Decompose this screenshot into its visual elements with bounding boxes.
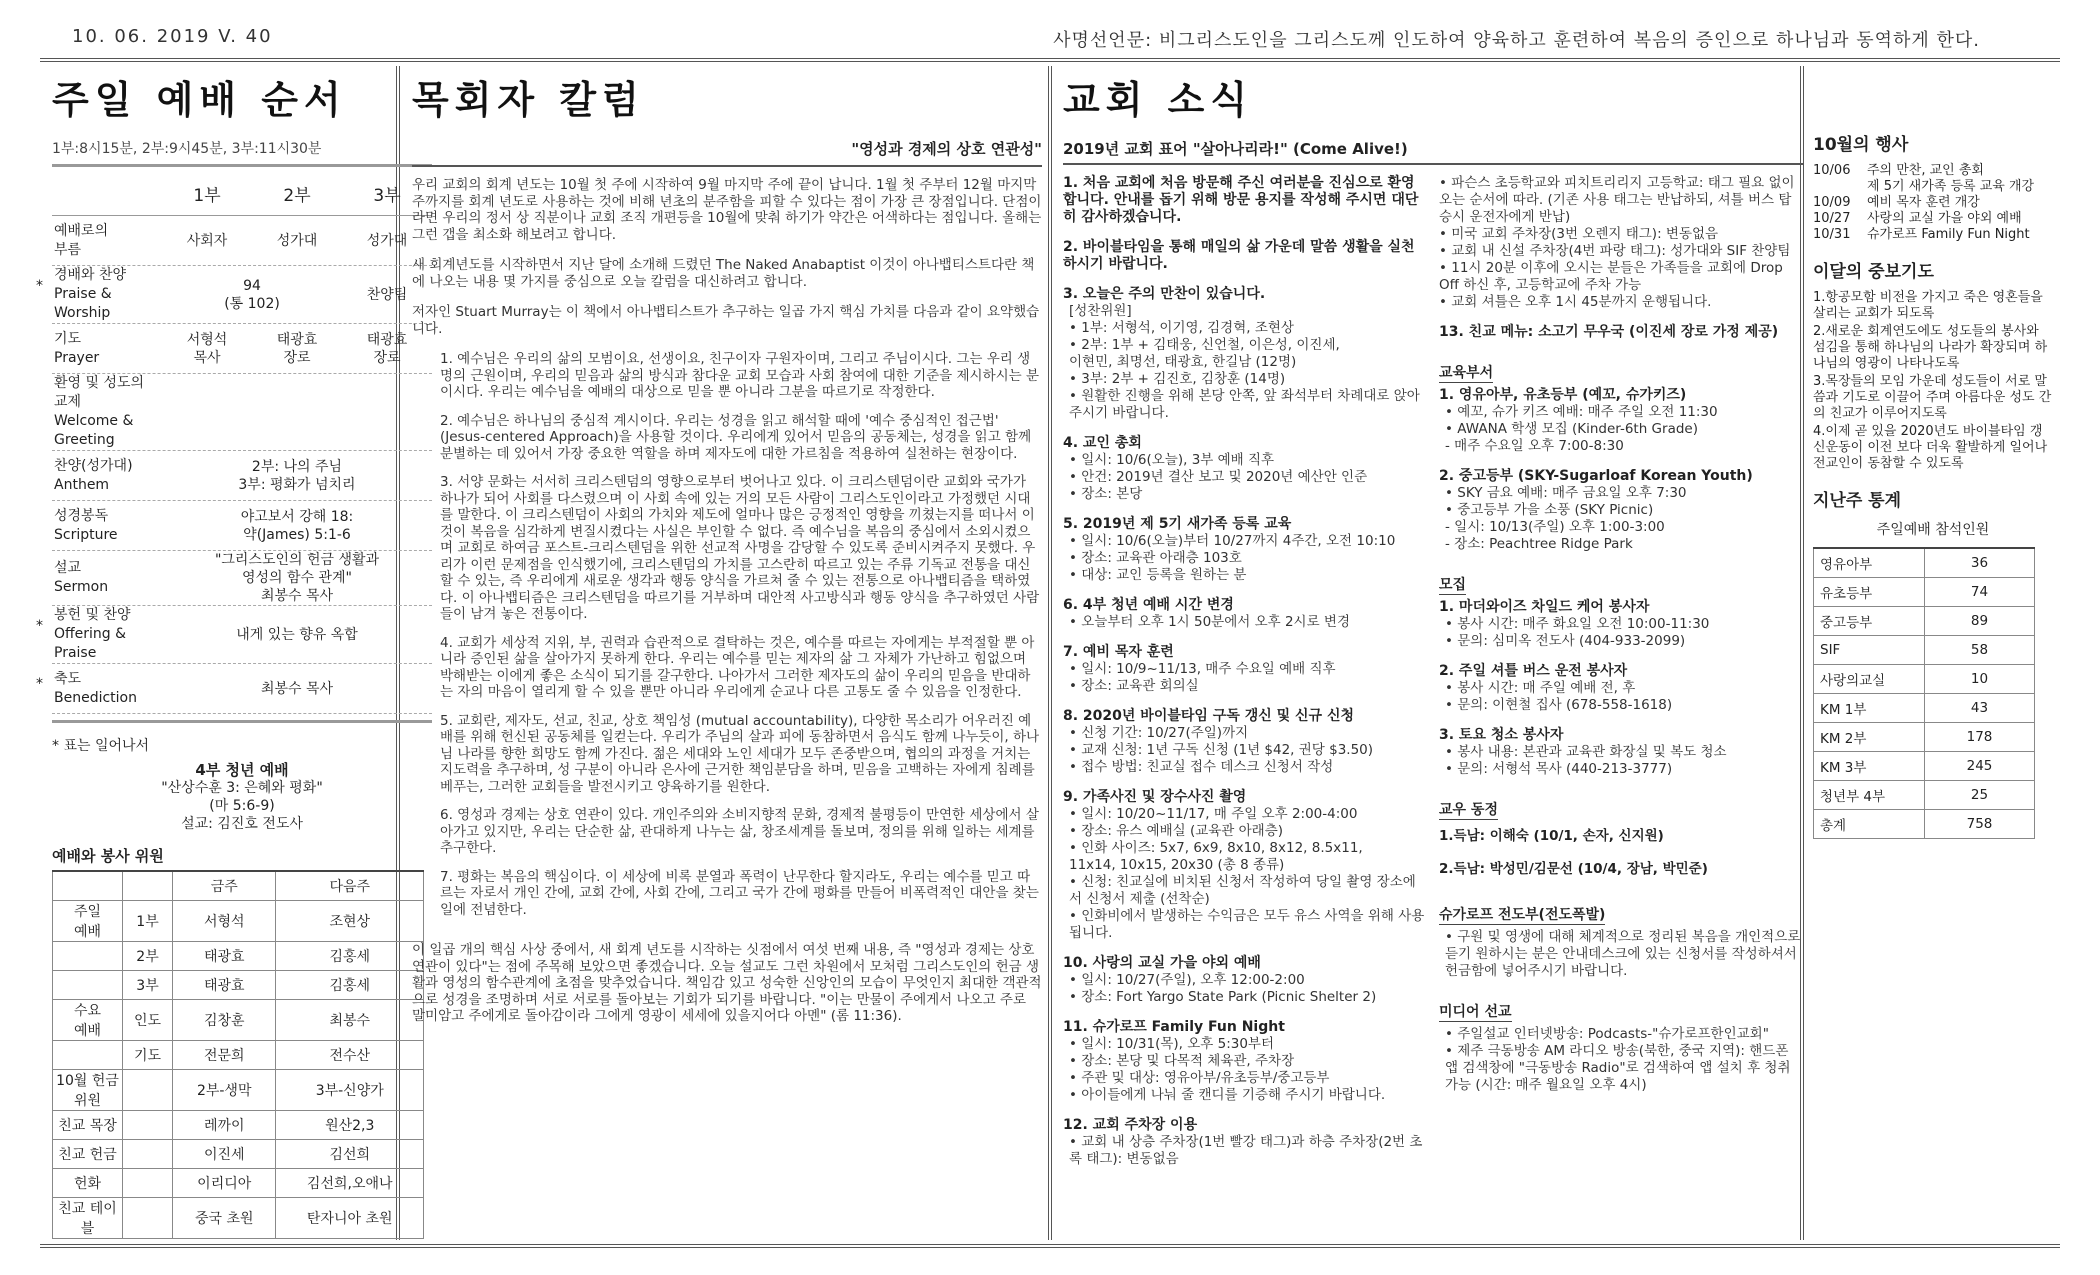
- church-motto: 2019년 교회 표어 "살아나리라!" (Come Alive!): [1063, 140, 1408, 158]
- order-list: [36, 216, 432, 714]
- news-left-list: [1063, 175, 1425, 1181]
- duty-cell: 1부: [123, 900, 173, 941]
- prayer-item: 2.새로운 회계연도에도 성도들의 봉사와 섬김을 통해 하나님의 나라가 확장되며 하나님의 영광이 나타나도록: [1813, 324, 2048, 371]
- duty-cell: 기도: [123, 1040, 173, 1069]
- stats-subtitle: 주일예배 참석인원: [1876, 522, 1990, 538]
- event-date: 10/31: [1813, 227, 1851, 242]
- news-item: [1063, 708, 1425, 776]
- stats-value: 178: [1925, 722, 2035, 751]
- order-item-detail: 태광효 장로: [366, 331, 408, 366]
- service-times: 1부:8시15분, 2부:9시45분, 3부:11시30분: [52, 141, 322, 157]
- news-item-heading: 12. 교회 주차장 이용: [1063, 1117, 1198, 1133]
- stats-value: 36: [1925, 548, 2035, 577]
- core-value-item: 4. 교회가 세상적 지위, 부, 권력과 습관적으로 결탁하는 것은, 예수를 따르는 자에게는 부적절할 뿐 아니라 증인된 삶을 살아가지 못하게 한다. 우리는 예수를 믿는 제자의 삶 그 자체가 가난하고 힘없으며 박해받는 이에게 좋은 소식이 되기를 갈구한다. 나아가서 그러한 제자도의 삶이 우리의 믿음을 반대하는 자의 마음이 열리게 할 수 있을 뿐만 아니라 우리에게 순교나 다른 고통도 줄 수 있음을 인정한다.: [440, 634, 1035, 700]
- divider: [1063, 163, 1803, 165]
- media-heading: 미디어 선교: [1439, 1001, 1512, 1022]
- youth-service: [52, 761, 432, 833]
- core-value-item: 1. 예수님은 우리의 삶의 모범이요, 선생이요, 친구이자 구원자이며, 그리고 주님이시다. 그는 우리 생명의 근원이며, 우리의 믿음과 삶의 방식과 참다운 교회 모습과 사회 참여에 대한 기준을 제시하시는 분이시다. 우리는 예수님을 예배의 대상으로 믿을 뿐 아니라 그분을 따르기로 작정한다.: [440, 351, 1040, 400]
- service-3-label: 3부: [373, 186, 401, 206]
- service-2-label: 2부: [283, 186, 311, 206]
- stats-row: [1814, 751, 2035, 780]
- duty-header-cell: [123, 871, 173, 900]
- news-right-list: [1439, 175, 1803, 1181]
- news-item: [1063, 1117, 1425, 1168]
- core-values-list: [412, 351, 1042, 918]
- divider: [52, 720, 432, 723]
- news-item: [1063, 516, 1425, 584]
- evangelism-heading: 슈가로프 전도부(전도폭발): [1439, 904, 1605, 925]
- news-item-heading: 8. 2020년 바이블타임 구독 갱신 및 신규 신청: [1063, 708, 1355, 724]
- news-item: [1439, 387, 1803, 455]
- events-title: 10월의 행사: [1813, 135, 1909, 155]
- column-title: 목회자 칼럼: [412, 78, 645, 122]
- order-item-label: 예배로의 부름: [54, 222, 109, 258]
- news-item: [1063, 789, 1425, 942]
- duty-cell: 친교 헌금: [53, 1139, 123, 1168]
- duty-row: [53, 941, 424, 970]
- prayer-item: 1.항공모함 비전을 가지고 죽은 영혼들을 살리는 교회가 되도록: [1813, 290, 2043, 321]
- news-item-heading: 2. 주일 셔틀 버스 운전 봉사자: [1439, 663, 1628, 679]
- news-item: [1063, 239, 1425, 273]
- duty-cell: 10월 헌금위원: [53, 1069, 123, 1110]
- event-date: 10/06: [1813, 163, 1851, 178]
- news-item-body: • 일시: 10/31(목), 오후 5:30부터 • 장소: 본당 및 다목적 체육관, 주차장 • 주관 및 대상: 영유아부/유초등부/중고등부 • 아이들에게 나눠 줄 캔디를 기증해 주시기 바랍니다.: [1069, 1036, 1386, 1103]
- duty-cell: 주일 예배: [53, 900, 123, 941]
- duty-row: [53, 1139, 424, 1168]
- event-text: 슈가로프 Family Fun Night: [1867, 227, 2030, 242]
- intro-paragraph: 저자인 Stuart Murray는 이 책에서 아나뱁티스트가 추구하는 일곱 가지 핵심 가치를 다음과 같이 요약했습니다.: [412, 304, 1040, 337]
- order-item-detail: 야고보서 강해 18: 약(James) 5:1-6: [240, 508, 354, 543]
- intro-paragraph: 우리 교회의 회계 년도는 10월 첫 주에 시작하여 9월 마지막 주에 끝이 납니다. 1월 첫 주부터 12월 마지막 주까지를 회계 년도로 사용하는 것에 비해 년초의 분주함을 피할 수 있다는 점이 가장 큰 장점입니다. 단점이라면 우리의 정서 상 직분이나 교회 조직 개편등을 10월에 맞춰 하기가 약간은 어색하다는 점입니다. 올해는 그런 갭을 최소화 해보려고 합니다.: [412, 177, 1042, 243]
- column-subtitle: "영성과 경제의 상호 연관성": [851, 140, 1042, 158]
- event-text: 사랑의 교실 가을 야외 예배: [1867, 211, 2022, 226]
- news-item-heading: 10. 사랑의 교실 가을 야외 예배: [1063, 955, 1261, 971]
- core-value-item: 5. 교회란, 제자도, 선교, 친교, 상호 책임성 (mutual accountability), 다양한 목소리가 어우러진 예배를 위해 헌신된 공동체를 일컫는다. 우리가 주님의 살과 피에 동참하면서 음식도 함께 나누듯이, 하나님 나라를 향한 희망도 함께 가진다. 젊은 세대와 노인 세대가 모두 존중받으며, 협의의 과정을 거치는 지도력을 추구하며, 성 구분이 아니라 은사에 근거한 책임분담을 하며, 믿음을 고백하는 자에게 침례를 베푸는, 그러한 교회들을 발전시키고 양육하기를 원한다.: [440, 712, 1040, 795]
- mission-statement: 사명선언문: 비그리스도인을 그리스도께 인도하여 양육하고 훈련하여 복음의 증인으로 하나님과 동역하게 한다.: [1053, 30, 1980, 51]
- duty-cell: [123, 1168, 173, 1197]
- stats-label: 유초등부: [1814, 577, 1925, 606]
- duty-row: [53, 1168, 424, 1197]
- duty-cell: 헌화: [53, 1168, 123, 1197]
- stats-row: [1814, 809, 2035, 838]
- news-item-body: • 일시: 10/6(오늘), 3부 예배 직후 • 안건: 2019년 결산 보고 및 2020년 예산안 인준 • 장소: 본당: [1069, 452, 1368, 502]
- duty-cell: 수요 예배: [53, 999, 123, 1040]
- duty-cell: 서형석: [173, 900, 276, 941]
- event-row: [1813, 163, 2053, 195]
- order-item-detail: 내게 있는 향유 옥합: [236, 626, 358, 643]
- order-item-detail: 성가대: [276, 232, 318, 249]
- standing-note: * 표는 일어나서: [52, 738, 150, 754]
- duty-cell: 태광효: [173, 941, 276, 970]
- news-item-heading: 11. 슈가로프 Family Fun Night: [1063, 1019, 1285, 1035]
- news-item-heading: 5. 2019년 제 5기 새가족 등록 교육: [1063, 516, 1292, 532]
- news-item: [1063, 286, 1425, 422]
- duty-title: 예배와 봉사 위원: [52, 847, 164, 865]
- stats-row: [1814, 664, 2035, 693]
- stats-label: 영유아부: [1814, 548, 1925, 577]
- member-news-heading: 교우 동정: [1439, 799, 1498, 820]
- duty-row: [53, 1197, 424, 1238]
- stats-value: 89: [1925, 606, 2035, 635]
- member-news-item: 2.득남: 박성민/김문선 (10/4, 장남, 박민준): [1439, 861, 1708, 877]
- stats-label: 사랑의교실: [1814, 664, 1925, 693]
- news-item-heading: 3. 토요 청소 봉사자: [1439, 727, 1564, 743]
- order-item-label: 봉헌 및 찬양 Offering & Praise: [54, 607, 131, 661]
- news-item: [1063, 175, 1425, 226]
- duty-cell: 중국 초원: [173, 1197, 276, 1238]
- news-item-heading: 1. 처음 교회에 처음 방문해 주신 여러분을 진심으로 환영합니다. 안내를 돕기 위해 방문 용지를 작성해 주시면 대단히 감사하겠습니다.: [1063, 175, 1419, 225]
- event-date: 10/27: [1813, 211, 1851, 226]
- prayer-list: [1813, 290, 2053, 472]
- member-news-list: [1439, 824, 1803, 877]
- news-item: [1439, 727, 1803, 778]
- order-row: [52, 216, 432, 266]
- stats-row: [1814, 635, 2035, 664]
- duty-cell: [123, 1139, 173, 1168]
- duty-cell: 김홍세: [276, 941, 424, 970]
- recruit-list: [1439, 599, 1803, 778]
- issue-date: 10. 06. 2019 V. 40: [72, 26, 273, 47]
- youth-heading: 4부 청년 예배: [195, 761, 289, 779]
- duty-cell: 태광효: [173, 970, 276, 999]
- service-1-label: 1부: [193, 186, 221, 206]
- divider: [412, 165, 1042, 167]
- duty-cell: 인도: [123, 999, 173, 1040]
- stats-row: [1814, 722, 2035, 751]
- worship-order-column: [36, 70, 432, 1240]
- church-news-column: [1063, 70, 1803, 1240]
- news-item-heading: 1. 영유아부, 유초등부 (예꼬, 슈가키즈): [1439, 387, 1687, 403]
- parking-details: • 파슨스 초등학교와 피치트리리지 고등학교: 태그 필요 없이 오는 순서에 따라. (기존 사용 태그는 반납하되, 셔틀 버스 탑승시 운전자에게 반납) • 미국 교회 주차장(3번 오렌지 태그): 변동없음 • 교회 내 신설 주차장(4번 파랑 태그): 성가대와 SIF 찬양팀 • 11시 20분 이후에 오시는 분들은 가족들을 교회에 Drop Off 하신 후, 고등학교에 주차 가능 • 교회 셔틀은 오후 1시 45분까지 운행됩니다.: [1439, 175, 1795, 310]
- bottom-rule: [40, 1244, 2060, 1248]
- news-item-body: • 예꼬, 슈가 키즈 예배: 매주 주일 오전 11:30 • AWANA 학생 모집 (Kinder-6th Grade) - 매주 수요일 오후 7:00-8:30: [1445, 404, 1718, 454]
- duty-cell: 레까이: [173, 1110, 276, 1139]
- news-item-heading: 2. 중고등부 (SKY-Sugarloaf Korean Youth): [1439, 468, 1753, 484]
- stats-label: KM 3부: [1814, 751, 1925, 780]
- news-item-heading: 7. 예비 목자 훈련: [1063, 644, 1174, 660]
- order-row: [52, 451, 432, 501]
- prayer-item: 4.이제 곧 있을 2020년도 바이블타임 갱신운동이 이전 보다 더욱 활발하게 일어나 전교인이 동참할 수 있도록: [1813, 424, 2048, 471]
- duty-row: [53, 999, 424, 1040]
- news-item-body: • 일시: 10/9~11/13, 매주 수요일 예배 직후 • 장소: 교육관 회의실: [1069, 661, 1336, 694]
- duty-cell: [53, 970, 123, 999]
- news-item: [1063, 644, 1425, 695]
- stats-value: 58: [1925, 635, 2035, 664]
- news-item-13: 13. 친교 메뉴: 소고기 무우국 (이진세 장로 가정 제공): [1439, 324, 1779, 340]
- stats-value: 43: [1925, 693, 2035, 722]
- duty-cell: 조현상: [276, 900, 424, 941]
- stats-label: KM 1부: [1814, 693, 1925, 722]
- order-item-label: 경배와 찬양 Praise & Worship: [54, 267, 127, 321]
- evangelism-body: • 구원 및 영생에 대해 체계적으로 정리된 복음을 개인적으로 듣기 원하시는 분은 안내데스크에 있는 신청서를 작성하셔서 헌금함에 넣어주시기 바랍니다.: [1445, 929, 1801, 979]
- order-row: [36, 606, 432, 664]
- stats-row: [1814, 606, 2035, 635]
- column-divider: [1048, 66, 1052, 1240]
- news-item: [1063, 597, 1425, 631]
- standing-mark: *: [36, 278, 43, 294]
- news-item-body: • 오늘부터 오후 1시 50분에서 오후 2시로 변경: [1069, 614, 1351, 630]
- event-text: 예비 목자 훈련 개강: [1867, 195, 1980, 210]
- stats-label: SIF: [1814, 635, 1925, 664]
- news-item-body: • 봉사 내용: 본관과 교육관 화장실 및 복도 청소 • 문의: 서형석 목사 (440-213-3777): [1445, 744, 1727, 777]
- stats-title: 지난주 통계: [1813, 491, 1902, 511]
- core-value-item: 2. 예수님은 하나님의 중심적 계시이다. 우리는 성경을 읽고 해석할 때에 '예수 중심적인 접근법' (Jesus-centered Approach)을 사용할 것이다. 우리에게 있어서 믿음의 공동체는, 성경을 읽고 함께 분별하는 데 있어서 가장 중요한 역할을 하며 제자도에 대한 가르침을 적용하여 실천하는 현장이다.: [440, 412, 1032, 462]
- prayer-item: 3.목장들의 모임 가운데 성도들이 서로 말씀과 기도로 이끌어 주며 아름다운 성도 간의 친교가 이루어지도록: [1813, 374, 2052, 421]
- duty-row: [53, 1069, 424, 1110]
- news-item-heading: 3. 오늘은 주의 만찬이 있습니다.: [1063, 286, 1266, 302]
- intro-paragraph: 새 회계년도를 시작하면서 지난 달에 소개해 드렸던 The Naked Anabaptist 이것이 아나뱁티스트다란 책에 나오는 내용 몇 가지를 중심으로 오늘 칼럼을 대신하려고 합니다.: [412, 257, 1035, 290]
- news-item-heading: 4. 교인 총회: [1063, 435, 1142, 451]
- stats-value: 758: [1925, 809, 2035, 838]
- youth-sermon-title: "산상수훈 3: 은혜와 평화": [161, 780, 323, 796]
- core-value-item: 7. 평화는 복음의 핵심이다. 이 세상에 비록 분열과 폭력이 난무한다 할지라도, 우리는 예수를 믿고 따르는 자로서 개인 간에, 교회 간에, 사회 간에, 그리고 국가 간에 평화를 만들어 비폭력적인 대안을 찾는 일에 전념한다.: [440, 868, 1039, 918]
- duty-header-cell: 금주: [173, 871, 276, 900]
- prayer-title: 이달의 중보기도: [1813, 262, 1934, 282]
- order-item-detail: 서형석 목사: [186, 331, 228, 366]
- event-row: [1813, 211, 2053, 227]
- top-rule: [40, 58, 2060, 62]
- stats-label: KM 2부: [1814, 722, 1925, 751]
- order-item-label: 성경봉독 Scripture: [54, 507, 118, 543]
- duty-cell: 이진세: [173, 1139, 276, 1168]
- news-item-body: • 일시: 10/27(주일), 오후 12:00-2:00 • 장소: Fort Yargo State Park (Picnic Shelter 2): [1069, 972, 1377, 1005]
- news-item: [1439, 468, 1803, 553]
- event-date: 10/09: [1813, 195, 1851, 210]
- standing-mark: *: [36, 676, 43, 692]
- news-item-body: • 신청 기간: 10/27(주일)까지 • 교재 신청: 1년 구독 신청 (1년 $42, 권당 $3.50) • 접수 방법: 친교실 접수 데스크 신청서 작성: [1069, 725, 1374, 775]
- order-item-detail: 태광효 장로: [276, 331, 318, 366]
- order-item-label: 기도 Prayer: [54, 330, 100, 366]
- news-item-body: • 교회 내 상층 주차장(1번 빨강 태그)과 하층 주차장(2번 초록 태그): 변동없음: [1069, 1134, 1423, 1167]
- stats-label: 총계: [1814, 809, 1925, 838]
- order-row: [52, 324, 432, 374]
- duty-cell: [123, 1069, 173, 1110]
- stats-value: 10: [1925, 664, 2035, 693]
- news-item: [1063, 1019, 1425, 1104]
- news-title: 교회 소식: [1063, 78, 1254, 122]
- duty-cell: 친교 목장: [53, 1110, 123, 1139]
- duty-cell: 전문희: [173, 1040, 276, 1069]
- order-item-detail: 최봉수 목사: [260, 680, 334, 697]
- stats-value: 74: [1925, 577, 2035, 606]
- recruit-heading: 모집: [1439, 574, 1466, 595]
- event-row: [1813, 195, 2053, 211]
- duty-cell: 김창훈: [173, 999, 276, 1040]
- standing-mark: *: [36, 618, 43, 634]
- order-row: [52, 501, 432, 551]
- duty-row: [53, 1040, 424, 1069]
- member-news-item: 1.득남: 이해숙 (10/1, 손자, 신지원): [1439, 828, 1664, 844]
- duty-header-row: [53, 871, 424, 900]
- news-item-body: • SKY 금요 예배: 매주 금요일 오후 7:30 • 중고등부 가을 소풍 (SKY Picnic) - 일시: 10/13(주일) 오후 1:00-3:00 - 장소: Peachtree Ridge Park: [1445, 485, 1687, 552]
- order-item-detail: 찬양팀: [366, 286, 408, 303]
- stats-value: 245: [1925, 751, 2035, 780]
- divider: [52, 164, 432, 167]
- order-row: [52, 374, 432, 451]
- order-item-label: 환영 및 성도의 교제 Welcome & Greeting: [54, 375, 145, 448]
- event-row: [1813, 227, 2053, 243]
- duty-cell: 2부-생막: [173, 1069, 276, 1110]
- news-item: [1063, 435, 1425, 503]
- news-item-heading: 2. 바이블타임을 통해 매일의 삶 가운데 말씀 생활을 실천하시기 바랍니다.: [1063, 239, 1415, 272]
- order-item-detail: 2부: 나의 주님 3부: 평화가 넘치리: [238, 458, 356, 493]
- duty-cell: [123, 1110, 173, 1139]
- stats-row: [1814, 577, 2035, 606]
- edu-heading: 교육부서: [1439, 362, 1493, 383]
- duty-cell: 김선희: [276, 1139, 424, 1168]
- duty-cell: [53, 941, 123, 970]
- news-item-heading: 9. 가족사진 및 장수사진 촬영: [1063, 789, 1247, 805]
- duty-header-cell: [53, 871, 123, 900]
- news-item-heading: 6. 4부 청년 예배 시간 변경: [1063, 597, 1234, 613]
- duty-row: [53, 900, 424, 941]
- duty-cell: [123, 1197, 173, 1238]
- core-value-item: 3. 서양 문화는 서서히 크리스텐덤의 영향으로부터 벗어나고 있다. 이 크리스텐덤이란 교회와 국가가 하나가 되어 사회를 다스렸으며 이 사회 속에 있는 거의 모든 사람이 그리스도인이라고 가정했던 시대를 말한다. 이 크리스텐덤이 사회의 가치와 제도에 얼마나 많은 긍정적인 영향을 끼쳤는지를 떠나서 이것이 복음을 심각하게 변질시켰다는 사실은 부인할 수 없다. 즉 예수님을 복음의 중심에서 소외시켰으며 교회로 하여금 포스트-크리스텐덤을 위한 선교적 사명을 감당할 수 있도록 준비시켜주지 못했다. 우리가 이런 문제점을 인식했기에, 크리스텐덤의 가치를 고스란히 따르고 있는 주류 기독교 전통을 대신 할 수 있는, 즉 우리에게 새로운 생각과 행동 양식을 가르쳐 줄 수 있는 전통으로 아나뱁티즘을 택하였다. 이 아나뱁티즘은 크리스텐덤을 따르기를 거부하며 대안적 사고방식과 행동 양식을 추구하였던 사람들이 남겨 놓은 전통이다.: [440, 474, 1040, 622]
- order-item-detail: 94 (통 102): [224, 277, 280, 312]
- duty-cell: 전수산: [276, 1040, 424, 1069]
- sidebar-column: [1813, 70, 2053, 1240]
- news-item: [1063, 955, 1425, 1006]
- duty-cell: 최봉수: [276, 999, 424, 1040]
- news-item-body: • 봉사 시간: 매 주일 예배 전, 후 • 문의: 이현철 집사 (678-558-1618): [1445, 680, 1673, 713]
- stats-value: 25: [1925, 780, 2035, 809]
- duty-row: [53, 970, 424, 999]
- duty-cell: [53, 1040, 123, 1069]
- order-header: [52, 173, 432, 216]
- event-text: 주의 만찬, 교인 총회 제 5기 새가족 등록 교육 개강: [1867, 163, 2035, 194]
- duty-row: [53, 1110, 424, 1139]
- duty-cell: 2부: [123, 941, 173, 970]
- stats-table: [1813, 547, 2035, 839]
- events-list: [1813, 163, 2053, 243]
- core-value-item: 6. 영성과 경제는 상호 연관이 있다. 개인주의와 소비지향적 문화, 경제적 불평등이 만연한 세상에서 살아가고 있지만, 우리는 단순한 삶, 관대하게 나누는 삶, 창조세계를 돌보며, 정의를 위해 일하는 세계를 추구한다.: [440, 807, 1039, 856]
- order-item-label: 찬양(성가대) Anthem: [54, 457, 133, 493]
- duty-cell: 김선희,오애나: [276, 1168, 424, 1197]
- news-item: [1439, 599, 1803, 650]
- media-body: • 주일설교 인터넷방송: Podcasts-"슈가로프한인교회" • 제주 극동방송 AM 라디오 방송(북한, 중국 지역): 핸드폰 앱 검색창에 "극동방송 Radio"로 검색하여 앱 설치 후 청취 가능 (시간: 매주 월요일 오후 4시): [1445, 1026, 1791, 1093]
- stats-row: [1814, 693, 2035, 722]
- order-row: [36, 266, 432, 324]
- closing-paragraph: 이 일곱 개의 핵심 사상 중에서, 새 회계 년도를 시작하는 싯점에서 여섯 번째 내용, 즉 "영성과 경제는 상호 연관이 있다"는 점에 주목해 보았으면 좋겠습니다. 오늘 설교도 그런 차원에서 모처럼 그리스도인의 헌금 생활과 영성의 함수관계에 초점을 맞추었습니다. 책임감 있고 성숙한 신앙인의 모습이 무엇인지 최대한 객관적으로 성경을 조명하며 서로 서로를 돌아보는 기회가 되기를 바랍니다. "이는 만물이 주에게서 나오고 주로 말미암고 주에게로 돌아감이라 그에게 영광이 세세에 있을지어다 아멘" (롬 11:36).: [412, 942, 1042, 1024]
- news-item-heading: 1. 마더와이즈 차일드 케어 봉사자: [1439, 599, 1650, 615]
- pastor-column: [412, 70, 1042, 1240]
- stats-label: 청년부 4부: [1814, 780, 1925, 809]
- duty-cell: 친교 테이블: [53, 1197, 123, 1238]
- order-item-detail: "그리스도인의 헌금 생활과 영성의 함수 관계" 최봉수 목사: [214, 552, 380, 604]
- order-row: [52, 551, 432, 606]
- duty-header-cell: 다음주: [276, 871, 424, 900]
- page-header: [0, 0, 2100, 60]
- news-item-body: • 일시: 10/6(오늘)부터 10/27까지 4주간, 오전 10:10 • 장소: 교육관 아래층 103호 • 대상: 교인 등록을 원하는 분: [1069, 533, 1396, 583]
- news-item-body: [성찬위원] • 1부: 서형석, 이기영, 김경혁, 조현상 • 2부: 1부 + 김태웅, 신언철, 이은성, 이진세, 이현민, 최명선, 태광효, 한길남 (12명) • 3부: 2부 + 김진호, 김창훈 (14명) • 원활한 진행을 위해 본당 안쪽, 앞 좌석부터 차례대로 앉아 주시기 바랍니다.: [1069, 303, 1420, 421]
- duty-cell: 김홍세: [276, 970, 424, 999]
- worship-title: 주일 예배 순서: [52, 78, 347, 122]
- news-body: [1063, 175, 1803, 1181]
- news-item-body: • 일시: 10/20~11/17, 매 주일 오후 2:00-4:00 • 장소: 유스 예배실 (교육관 아래층) • 인화 사이즈: 5x7, 6x9, 8x10, 8x12, 8.5x11, 11x14, 10x15, 20x30 (총 8 종류) • 신청: 친교실에 비치된 신청서 작성하여 당일 촬영 장소에서 신청서 제출 (선착순) • 인화비에서 발생하는 수익금은 모두 유스 사역을 위해 사용 됩니다.: [1069, 806, 1425, 941]
- duty-cell: 원산2,3: [276, 1110, 424, 1139]
- duty-table: [52, 870, 424, 1239]
- youth-scripture: (마 5:6-9): [209, 798, 275, 814]
- order-item-label: 설교 Sermon: [54, 560, 109, 595]
- stats-row: [1814, 548, 2035, 577]
- order-item-detail: 사회자: [186, 232, 228, 249]
- duty-cell: 3부-신양가: [276, 1069, 424, 1110]
- duty-cell: 3부: [123, 970, 173, 999]
- stats-row: [1814, 780, 2035, 809]
- order-row: [36, 664, 432, 714]
- news-item-body: • 봉사 시간: 매주 화요일 오전 10:00-11:30 • 문의: 심미옥 전도사 (404-933-2099): [1445, 616, 1710, 649]
- duty-cell: 이리디아: [173, 1168, 276, 1197]
- stats-label: 중고등부: [1814, 606, 1925, 635]
- news-item: [1439, 663, 1803, 714]
- edu-list: [1439, 387, 1803, 553]
- order-item-label: 축도 Benediction: [54, 670, 137, 706]
- order-item-detail: 성가대: [366, 232, 408, 249]
- youth-preacher: 설교: 김진호 전도사: [181, 816, 303, 832]
- duty-cell: 탄자니아 초원: [276, 1197, 424, 1238]
